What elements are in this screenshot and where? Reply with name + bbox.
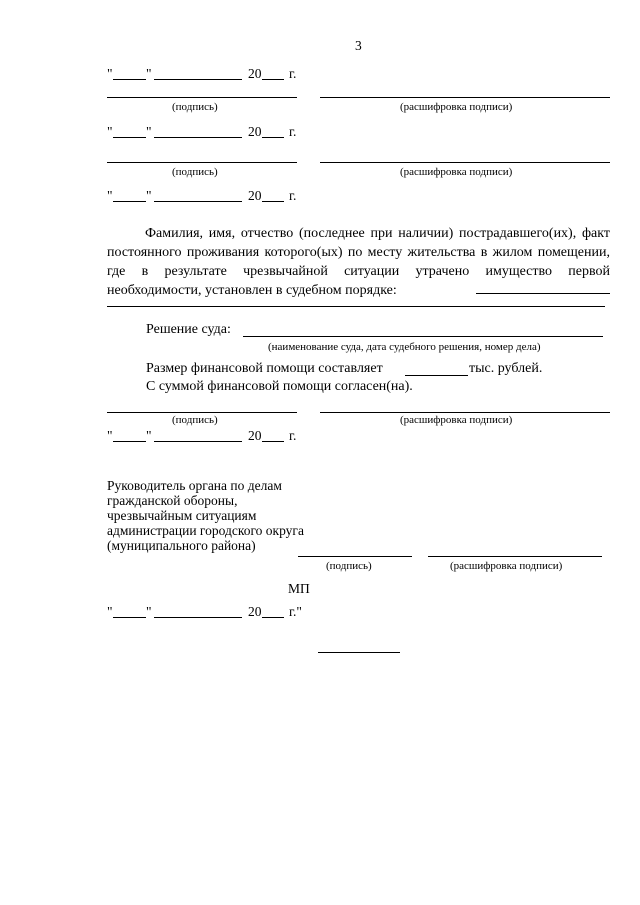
century: 20 bbox=[248, 124, 262, 139]
year-blank bbox=[262, 79, 284, 80]
transcript-line bbox=[320, 97, 610, 98]
aid-amount-suffix: тыс. рублей. bbox=[469, 361, 543, 376]
signature-line bbox=[107, 412, 297, 413]
stamp-label: МП bbox=[288, 581, 310, 596]
court-decision-label: Решение суда: bbox=[146, 322, 231, 337]
century: 20 bbox=[248, 188, 262, 203]
head-transcript-caption: (расшифровка подписи) bbox=[450, 560, 563, 572]
year-blank bbox=[262, 441, 284, 442]
transcript-caption: (расшифровка подписи) bbox=[400, 166, 513, 178]
transcript-line bbox=[320, 412, 610, 413]
court-decision-line bbox=[243, 336, 603, 337]
signature-line bbox=[107, 162, 297, 163]
open-quote: " bbox=[107, 604, 113, 619]
day-blank bbox=[113, 201, 146, 202]
year-suffix: г. bbox=[289, 188, 297, 203]
close-quote: " bbox=[146, 428, 152, 443]
names-continuation-line bbox=[107, 306, 605, 307]
day-blank bbox=[113, 79, 146, 80]
transcript-line bbox=[320, 162, 610, 163]
aid-amount-prefix: Размер финансовой помощи составляет bbox=[146, 361, 383, 376]
day-blank bbox=[113, 441, 146, 442]
head-title: Руководитель органа по делам гражданской обороны, чрезвычайным ситуациям администрации городского округа (муниципального района) bbox=[107, 478, 304, 553]
signature-line bbox=[107, 97, 297, 98]
open-quote: " bbox=[107, 124, 113, 139]
signature-caption: (подпись) bbox=[172, 414, 218, 426]
court-decision-caption: (наименование суда, дата судебного решения, номер дела) bbox=[268, 341, 541, 353]
names-blank bbox=[476, 293, 610, 294]
century: 20 bbox=[248, 604, 262, 619]
close-quote: " bbox=[146, 604, 152, 619]
signature-caption: (подпись) bbox=[172, 166, 218, 178]
end-separator bbox=[318, 652, 400, 653]
month-blank bbox=[154, 617, 242, 618]
close-quote: " bbox=[146, 66, 152, 81]
page-number: 3 bbox=[355, 38, 362, 53]
month-blank bbox=[154, 137, 242, 138]
month-blank bbox=[154, 201, 242, 202]
year-blank bbox=[262, 201, 284, 202]
day-blank bbox=[113, 137, 146, 138]
victim-paragraph: Фамилия, имя, отчество (последнее при наличии) пострадавшего(их), факт постоянного проживания которого(ых) по месту жительства в жилом помещении, где в результате чрезвычайной ситуации утрачено имущество первой необходимости, установлен в судебном порядке: bbox=[107, 226, 610, 298]
close-quote: " bbox=[146, 124, 152, 139]
aid-amount-blank bbox=[405, 375, 468, 376]
open-quote: " bbox=[107, 188, 113, 203]
head-signature-line bbox=[298, 556, 412, 557]
open-quote: " bbox=[107, 66, 113, 81]
signature-caption: (подпись) bbox=[172, 101, 218, 113]
aid-agreement: С суммой финансовой помощи согласен(на). bbox=[146, 379, 413, 394]
year-blank bbox=[262, 137, 284, 138]
year-suffix: г. bbox=[289, 124, 297, 139]
year-blank bbox=[262, 617, 284, 618]
year-suffix: г. bbox=[289, 428, 297, 443]
open-quote: " bbox=[107, 428, 113, 443]
transcript-caption: (расшифровка подписи) bbox=[400, 414, 513, 426]
close-quote: " bbox=[146, 188, 152, 203]
century: 20 bbox=[248, 66, 262, 81]
year-suffix: г. bbox=[289, 66, 297, 81]
month-blank bbox=[154, 79, 242, 80]
transcript-caption: (расшифровка подписи) bbox=[400, 101, 513, 113]
year-suffix-final: г." bbox=[289, 604, 302, 619]
head-transcript-line bbox=[428, 556, 602, 557]
month-blank bbox=[154, 441, 242, 442]
day-blank bbox=[113, 617, 146, 618]
century: 20 bbox=[248, 428, 262, 443]
head-signature-caption: (подпись) bbox=[326, 560, 372, 572]
